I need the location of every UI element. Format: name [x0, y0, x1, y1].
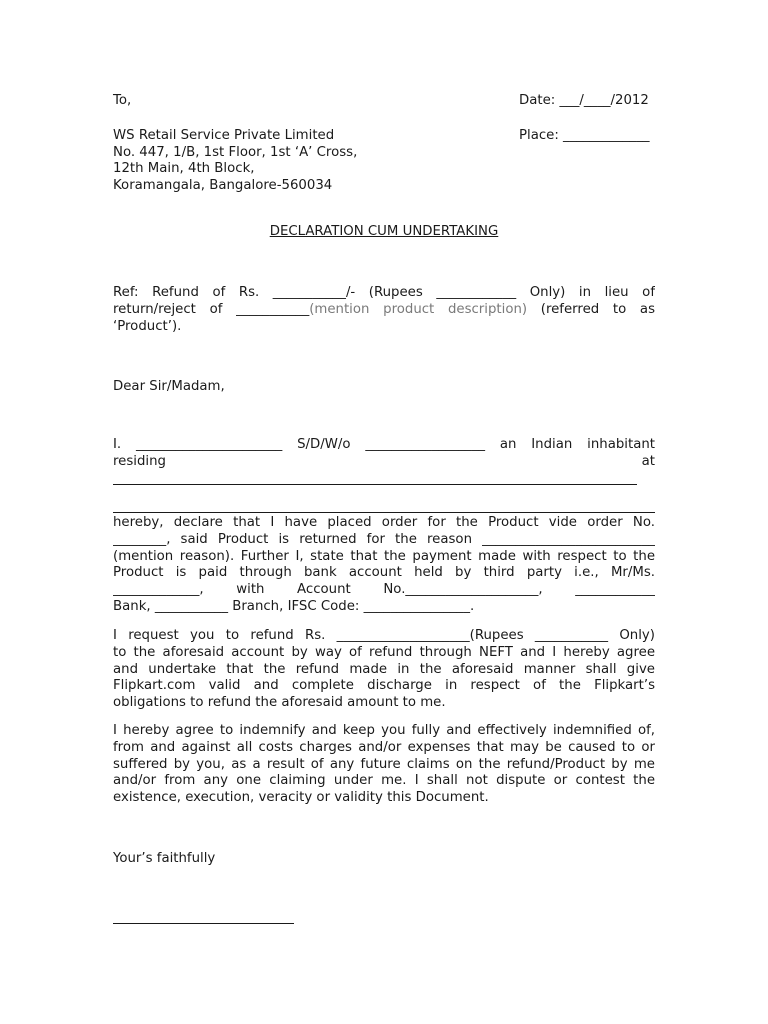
indemnity-line-5: existence, execution, veracity or validity this Document. — [113, 790, 489, 806]
ref-line-2: return/reject of ___________(mention product description) (referred to as — [113, 301, 655, 317]
place-line: Place: _____________ — [519, 128, 650, 143]
refund-line-5: obligations to refund the aforesaid amount to me. — [113, 695, 446, 711]
decl-line-2: residing at — [113, 453, 655, 469]
address-line-3: 12th Main, 4th Block, — [113, 161, 255, 176]
indemnity-line-4: and/or from any one claiming under me. I shall not dispute or contest the — [113, 773, 655, 789]
refund-line-3: and undertake that the refund made in the aforesaid manner shall give — [113, 661, 655, 677]
declaration-paragraph-cont — [113, 515, 655, 616]
refund-line-4: Flipkart.com valid and complete discharge in respect of the Flipkart’s — [113, 678, 655, 694]
indemnity-line-1: I hereby agree to indemnify and keep you fully and effectively indemnified of, — [113, 723, 655, 738]
product-hint: (mention product description) — [309, 301, 528, 317]
document-title: DECLARATION CUM UNDERTAKING — [269, 224, 499, 239]
decl-line-5: ________, said Product is returned for the reason __________________________ — [113, 531, 655, 547]
date-line: Date: ___/____/2012 — [519, 93, 649, 108]
indemnity-paragraph — [113, 723, 655, 807]
address-line-2: No. 447, 1/B, 1st Floor, 1st ‘A’ Cross, — [113, 145, 358, 160]
signature-line — [113, 923, 294, 924]
declaration-paragraph — [113, 437, 655, 471]
decl-line-6: (mention reason). Further I, state that the payment made with respect to the — [113, 548, 655, 564]
refund-line-1: I request you to refund Rs. ____________________(Rupees ___________ Only) — [113, 628, 655, 643]
decl-line-7: Product is paid through bank account held by third party i.e., Mr/Ms. — [113, 565, 655, 581]
ref-line-1: Ref: Refund of Rs. ___________/- (Rupees ____________ Only) in lieu of — [113, 285, 655, 300]
decl-line-1: I. ______________________ S/D/W/o __________________ an Indian inhabitant — [113, 437, 655, 452]
decl-line-8: _____________, with Account No.____________________, ____________ — [113, 582, 655, 598]
address-blank-line-2 — [113, 512, 655, 513]
address-line-4: Koramangala, Bangalore-560034 — [113, 178, 333, 193]
to-line: To, — [113, 93, 132, 108]
ref-line-3: ‘Product’). — [113, 318, 182, 334]
reference-block — [113, 285, 655, 335]
address-blank-line-1 — [113, 484, 637, 485]
salutation: Dear Sir/Madam, — [113, 379, 225, 394]
refund-request-paragraph — [113, 628, 655, 712]
indemnity-line-2: from and against all costs charges and/or expenses that may be caused to or — [113, 739, 655, 755]
closing: Your’s faithfully — [113, 851, 216, 866]
decl-line-9: Bank, ___________ Branch, IFSC Code: ________________. — [113, 598, 475, 614]
address-line-1: WS Retail Service Private Limited — [113, 128, 335, 143]
decl-line-4: hereby, declare that I have placed order for the Product vide order No. — [113, 515, 655, 530]
indemnity-line-3: suffered by you, as a result of any future claims on the refund/Product by me — [113, 756, 655, 772]
document-page — [113, 0, 655, 1024]
refund-line-2: to the aforesaid account by way of refund through NEFT and I hereby agree — [113, 644, 655, 660]
